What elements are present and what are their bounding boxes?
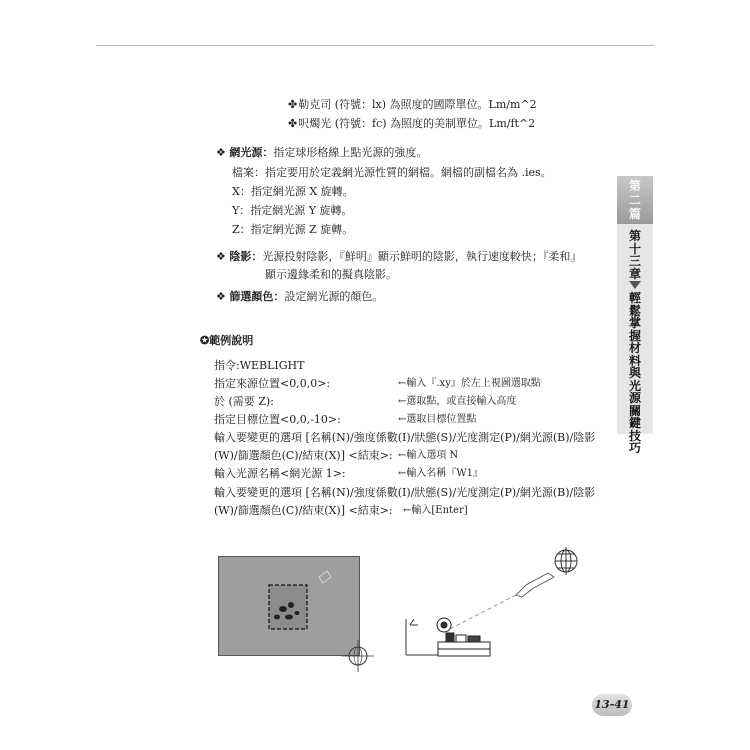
command-line: 指定來源位置<0,0,0>: [214, 377, 331, 390]
example-heading [200, 334, 253, 348]
item-desc: 光源投射陰影，『鮮明』顯示鮮明的陰影，執行速度較快；『柔和』 [262, 250, 582, 263]
cross-bullet-icon: ✤ [288, 98, 298, 111]
web-light-line: X：指定網光源 X 旋轉。 [232, 185, 354, 198]
diamond-bullet-icon: ❖ [216, 146, 226, 159]
command-note: ←選取目標位置點 [398, 414, 477, 425]
item-desc: 設定網光源的顏色。 [284, 290, 384, 303]
web-light-line: Y：指定網光源 Y 旋轉。 [232, 204, 353, 217]
page-number: 13-41 [592, 694, 632, 716]
command-note: ←輸入『.xy』於左上視圖選取點 [398, 378, 541, 389]
crosshair-globe-icon [342, 640, 374, 672]
part-label-box [617, 176, 653, 224]
diamond-bullet-icon: ❖ [216, 290, 226, 303]
side-view-figure [398, 545, 588, 665]
top-rule [96, 45, 654, 46]
chapter-label: 第十三章 [628, 229, 641, 281]
item-desc: 指定球形格線上點光源的強度。 [273, 146, 428, 159]
command-line: 輸入要變更的選項 [名稱(N)/強度係數(I)/狀態(S)/光度測定(P)/網光源(B)/陰影 [214, 486, 596, 499]
command-line: 於 (需要 Z): [214, 395, 274, 408]
item-shadow [216, 250, 581, 264]
item-filter-color [216, 290, 383, 304]
command-note: ←輸入名稱『W1』 [398, 468, 484, 479]
chapter-box [617, 224, 653, 455]
command-note: ←選取點，或直接輸入高度 [398, 396, 517, 407]
item-term: 陰影： [229, 250, 263, 263]
command-line: 輸入要變更的選項 [名稱(N)/強度係數(I)/狀態(S)/光度測定(P)/網光源(B)/陰影 [214, 431, 596, 444]
example-icon: ✪ [200, 334, 210, 347]
web-light-line: Z：指定網光源 Z 旋轉。 [232, 223, 354, 236]
part-label: 第二篇 [628, 179, 641, 221]
cross-bullet-icon: ✤ [288, 117, 298, 130]
unit-text: 呎燭光 (符號：fc) 為照度的美制單位。Lm/ft^2 [298, 117, 536, 130]
shadow-desc-cont: 顯示邊緣柔和的擬真陰影。 [265, 268, 397, 281]
item-term: 篩選顏色： [229, 290, 285, 303]
command-line: 指定目標位置<0,0,-10>: [214, 413, 341, 426]
unit-line-footcandle [288, 117, 535, 131]
chapter-title: 輕鬆掌握材料與光源關鍵技巧 [628, 291, 641, 455]
command-line: 指令:WEBLIGHT [214, 359, 305, 372]
diamond-bullet-icon: ❖ [216, 250, 226, 263]
item-web-light [216, 146, 427, 160]
top-view-figure [218, 556, 360, 656]
unit-text: 勒克司 (符號：lx) 為照度的國際單位。Lm/m^2 [298, 98, 537, 111]
top-view-drawing [219, 557, 359, 655]
command-note: ←輸入選項 N [398, 450, 459, 461]
command-line: 輸入光源名稱<網光源 1>: [214, 467, 346, 480]
command-line: (W)/篩選顏色(C)/結束(X)] <結束>: [214, 449, 393, 462]
unit-line-lux [288, 98, 537, 112]
down-triangle-icon [629, 281, 641, 289]
command-line: (W)/篩選顏色(C)/結束(X)] <結束>: [214, 504, 393, 517]
command-note: ←輸入[Enter] [403, 505, 468, 516]
item-term: 網光源： [229, 146, 274, 159]
web-light-line: 檔案：指定要用於定義網光源性質的網檔。網檔的副檔名為 .ies。 [232, 166, 552, 179]
side-view-drawing [398, 545, 588, 665]
chapter-side-tab [617, 176, 653, 455]
example-title: 範例說明 [209, 334, 254, 347]
